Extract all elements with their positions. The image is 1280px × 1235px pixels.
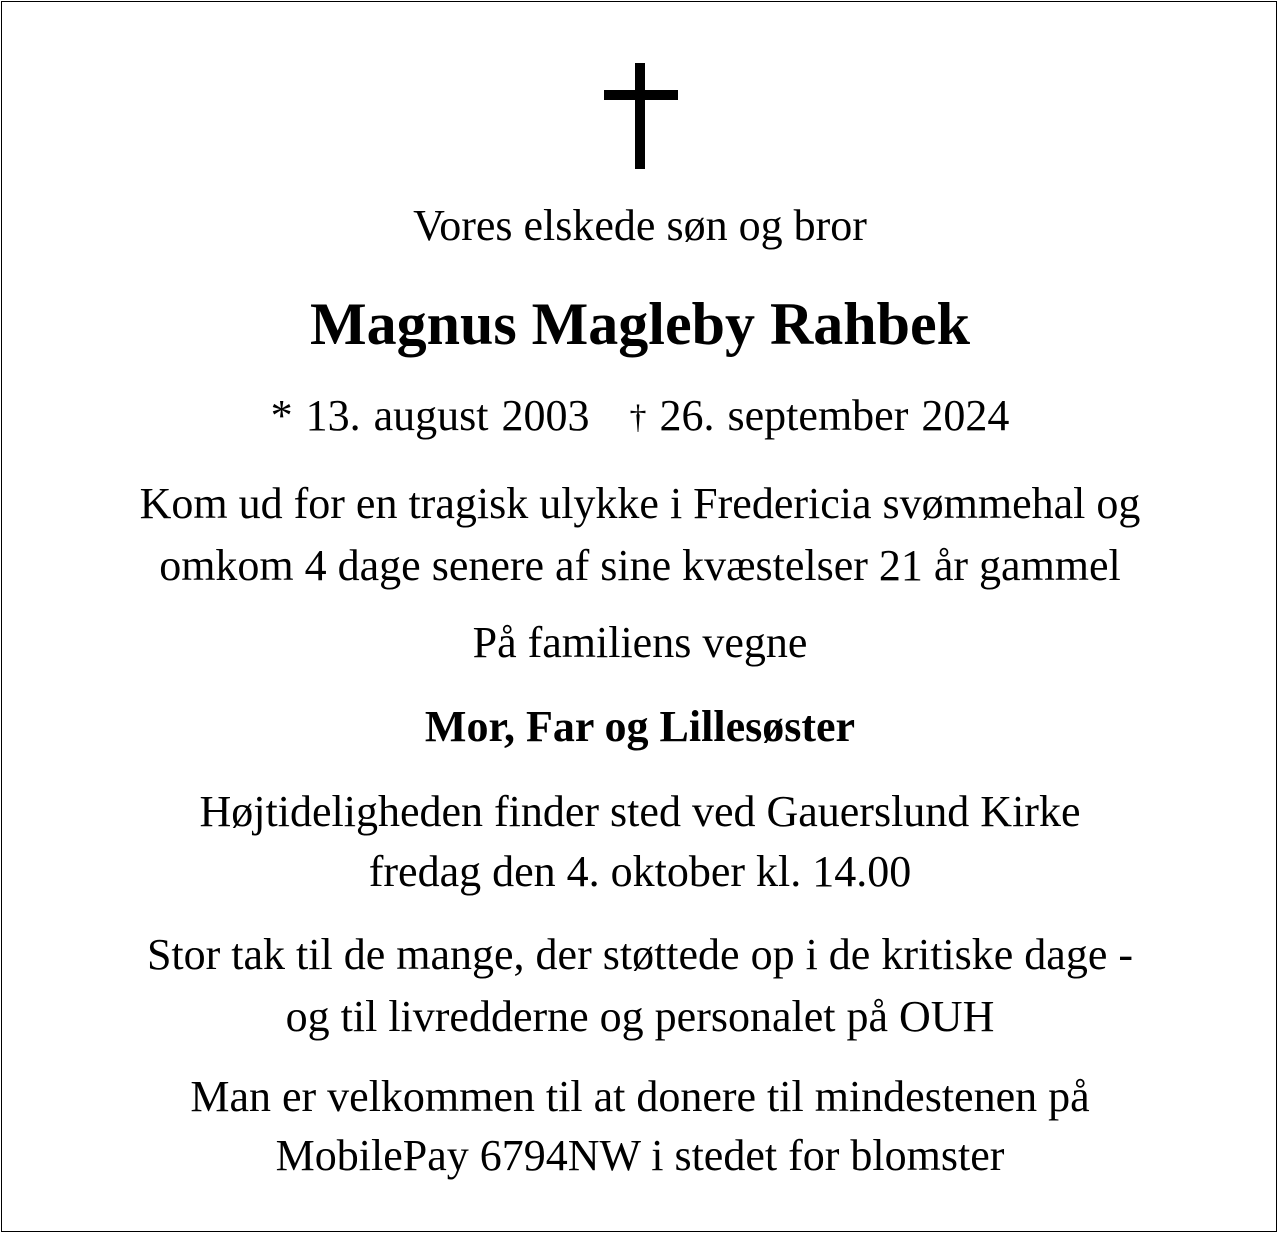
birth-symbol: * xyxy=(270,391,293,440)
family-signature: Mor, Far og Lillesøster xyxy=(424,702,856,751)
life-dates xyxy=(0,391,1280,440)
birth-date: 13. august 2003 xyxy=(305,391,590,440)
deceased-name: Magnus Magleby Rahbek xyxy=(309,291,971,357)
cross-horizontal-bar xyxy=(604,90,678,100)
notice-border xyxy=(1,1,1277,1232)
on-behalf-text: På familiens vegne xyxy=(472,618,808,667)
ceremony-line-1: Højtideligheden finder sted ved Gauerslund Kirke xyxy=(199,787,1081,836)
death-date: 26. september 2024 xyxy=(659,391,1010,440)
description-line-2: omkom 4 dage senere af sine kvæstelser 21 år gammel xyxy=(159,541,1121,590)
latin-cross-icon xyxy=(604,63,678,169)
ceremony-line-2: fredag den 4. oktober kl. 14.00 xyxy=(368,847,912,896)
thanks-line-2: og til livredderne og personalet på OUH xyxy=(285,992,995,1041)
death-symbol: † xyxy=(629,399,647,436)
thanks-line-1: Stor tak til de mange, der støttede op i de kritiske dage - xyxy=(146,930,1134,979)
donation-line-2: MobilePay 6794NW i stedet for blomster xyxy=(275,1131,1005,1180)
description-line-1: Kom ud for en tragisk ulykke i Fredericia svømmehal og xyxy=(139,479,1141,528)
intro-text: Vores elskede søn og bror xyxy=(413,201,867,250)
donation-line-1: Man er velkommen til at donere til mindestenen på xyxy=(190,1072,1090,1121)
cross-vertical-bar xyxy=(635,63,645,169)
